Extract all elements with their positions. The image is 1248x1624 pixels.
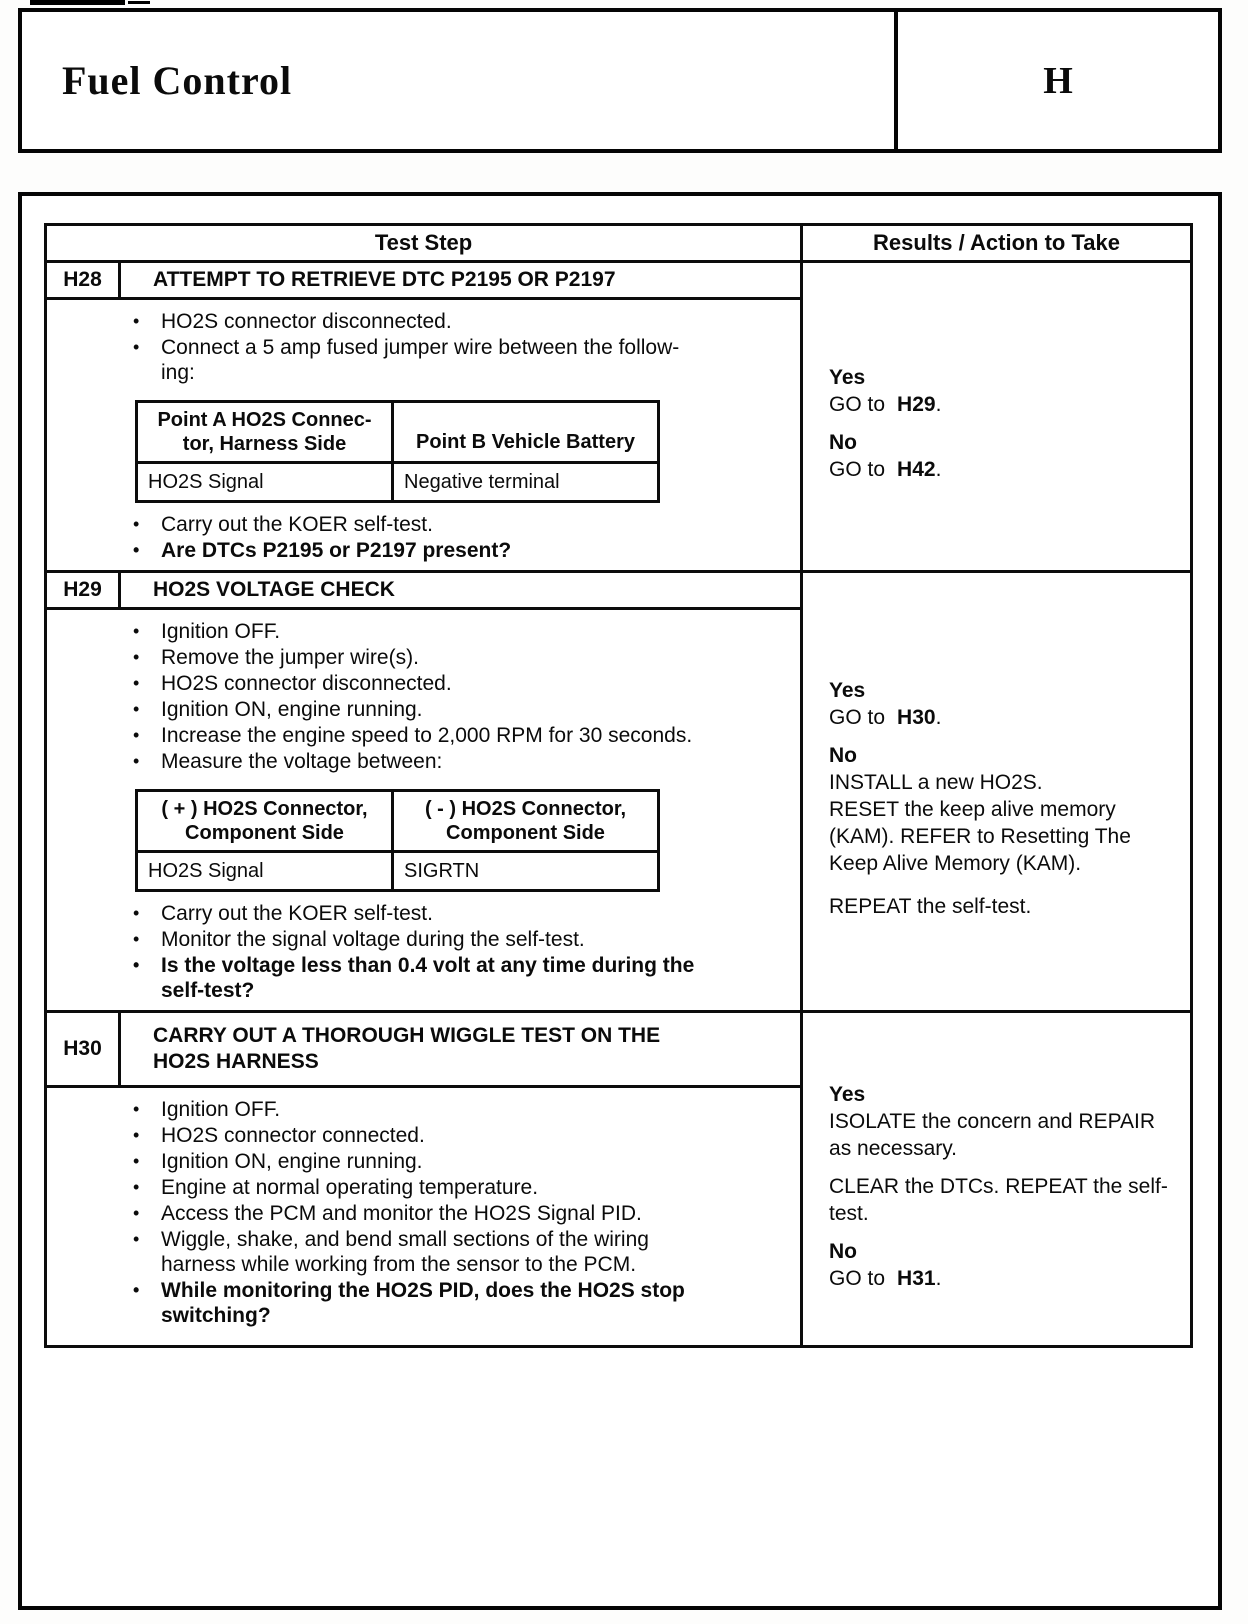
result-no-action-line2: RESET the keep alive memory (KAM). REFER to Resetting The Keep Alive Memory (KAM). <box>829 798 1131 875</box>
bullet-icon: • <box>133 673 140 693</box>
pinpoint-test-table <box>44 223 1193 1348</box>
bullet-icon: • <box>133 1125 140 1145</box>
step-h28-title-row <box>46 262 1192 299</box>
connector-table-header: ( - ) HO2S Connector, Component Side <box>393 791 659 852</box>
step-h30-body <box>46 1087 802 1347</box>
result-yes-action: GO to H30. <box>829 706 942 729</box>
list-item: • Remove the jumper wire(s). <box>133 646 419 669</box>
list-item: • Carry out the KOER self-test. <box>133 513 433 536</box>
list-item: • Connect a 5 amp fused jumper wire between the follow- ing: <box>133 336 680 384</box>
scan-artifact <box>30 0 125 5</box>
connector-table-header: ( + ) HO2S Connector, Component Side <box>137 791 393 852</box>
result-no-action-line3: REPEAT the self-test. <box>829 895 1032 918</box>
step-h28-results-cell <box>802 262 1192 572</box>
step-h30-results-cell <box>802 1012 1192 1347</box>
goto-target: H30 <box>897 706 936 729</box>
bullet-icon: • <box>133 1099 140 1119</box>
list-item: • Ignition ON, engine running. <box>133 698 423 721</box>
step-question: • Is the voltage less than 0.4 volt at any time during the self-test? <box>133 954 695 1002</box>
step-h29-title-row <box>46 572 1192 609</box>
connector-points-table <box>135 400 660 503</box>
step-title: CARRY OUT A THOROUGH WIGGLE TEST ON THE HO2S HARNESS <box>120 1012 802 1087</box>
bullet-icon: • <box>133 1229 140 1249</box>
page-header-section-cell <box>898 12 1218 149</box>
bullet-icon: • <box>133 1280 140 1300</box>
list-item: • Increase the engine speed to 2,000 RPM for 30 seconds. <box>133 724 693 747</box>
step-question: • Are DTCs P2195 or P2197 present? <box>133 539 512 562</box>
step-question: • While monitoring the HO2S PID, does the HO2S stop switching? <box>133 1279 685 1327</box>
step-title: HO2S VOLTAGE CHECK <box>120 572 802 609</box>
result-yes-label: Yes <box>829 679 866 702</box>
step-h29-results-cell <box>802 572 1192 1012</box>
voltage-points-table <box>135 789 660 892</box>
connector-table-header: Point A HO2S Connec- tor, Harness Side <box>137 402 393 463</box>
bullet-icon: • <box>133 647 140 667</box>
column-header-test-step: Test Step <box>46 225 802 262</box>
list-item: • Measure the voltage between: <box>133 750 443 773</box>
bullet-icon: • <box>133 1151 140 1171</box>
result-yes-action: GO to H29. <box>829 393 942 416</box>
column-header-results: Results / Action to Take <box>802 225 1192 262</box>
list-item: • Access the PCM and monitor the HO2S Signal PID. <box>133 1202 642 1225</box>
bullet-icon: • <box>133 1177 140 1197</box>
bullet-icon: • <box>133 751 140 771</box>
step-h29-body <box>46 609 802 1012</box>
section-letter: H <box>1043 59 1073 102</box>
page-title: Fuel Control <box>62 58 293 103</box>
result-yes-action-line1: ISOLATE the concern and REPAIR as necessary. <box>829 1109 1156 1160</box>
scan-artifact <box>128 1 150 4</box>
result-no-action-line1: INSTALL a new HO2S. <box>829 771 1043 794</box>
connector-table-row: HO2S Signal SIGRTN <box>137 852 659 891</box>
result-yes-label: Yes <box>829 366 866 389</box>
content-box <box>18 192 1222 1610</box>
step-title: ATTEMPT TO RETRIEVE DTC P2195 OR P2197 <box>120 262 802 299</box>
bullet-icon: • <box>133 540 140 560</box>
list-item: • HO2S connector disconnected. <box>133 310 452 333</box>
list-item: • Ignition OFF. <box>133 620 281 643</box>
bullet-icon: • <box>133 725 140 745</box>
result-yes-action-line2: CLEAR the DTCs. REPEAT the self-test. <box>829 1174 1168 1225</box>
result-no-action: GO to H31. <box>829 1266 942 1290</box>
list-item: • Ignition OFF. <box>133 1098 281 1121</box>
step-h30-title-row <box>46 1012 1192 1087</box>
list-item: • HO2S connector connected. <box>133 1124 425 1147</box>
bullet-icon: • <box>133 1203 140 1223</box>
table-header-row <box>46 225 1192 262</box>
result-no-action: GO to H42. <box>829 458 942 481</box>
result-no-label: No <box>829 1239 858 1263</box>
step-id: H28 <box>46 262 120 299</box>
goto-target: H31 <box>897 1266 936 1290</box>
page-header <box>18 8 1222 153</box>
goto-target: H29 <box>897 393 936 416</box>
bullet-icon: • <box>133 929 140 949</box>
list-item: • Wiggle, shake, and bend small sections of the wiring harness while working from the sensor to the PCM. <box>133 1228 649 1276</box>
step-h28-body <box>46 299 802 572</box>
bullet-icon: • <box>133 311 140 331</box>
list-item: • Engine at normal operating temperature. <box>133 1176 539 1199</box>
result-no-label: No <box>829 744 858 767</box>
list-item: • Carry out the KOER self-test. <box>133 902 433 925</box>
page-header-title-cell <box>22 12 898 149</box>
connector-table-header: Point B Vehicle Battery <box>393 402 659 463</box>
goto-target: H42 <box>897 458 936 481</box>
step-id: H30 <box>46 1012 120 1087</box>
bullet-icon: • <box>133 337 140 357</box>
bullet-icon: • <box>133 955 140 975</box>
result-no-label: No <box>829 431 858 454</box>
step-id: H29 <box>46 572 120 609</box>
bullet-icon: • <box>133 903 140 923</box>
result-yes-label: Yes <box>829 1082 866 1106</box>
bullet-icon: • <box>133 514 140 534</box>
bullet-icon: • <box>133 621 140 641</box>
bullet-icon: • <box>133 699 140 719</box>
list-item: • Monitor the signal voltage during the self-test. <box>133 928 585 951</box>
connector-table-row: HO2S Signal Negative terminal <box>137 463 659 502</box>
list-item: • Ignition ON, engine running. <box>133 1150 423 1173</box>
list-item: • HO2S connector disconnected. <box>133 672 452 695</box>
